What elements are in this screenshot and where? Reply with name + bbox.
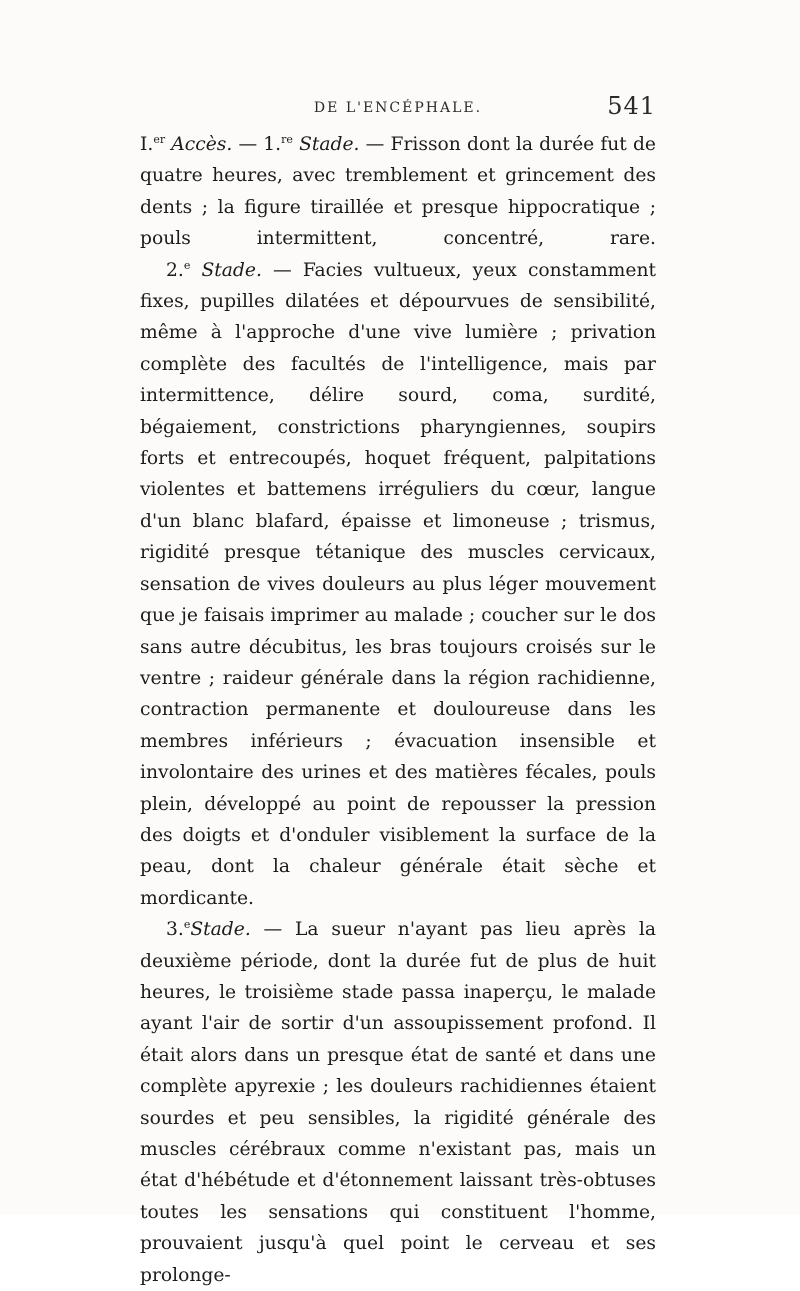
paragraph-number-superscript: e <box>183 918 191 932</box>
paragraph-text: — La sueur n'ayant pas lieu après la deuxième période, dont la durée fut de plus de huit heures, le troisième stade passa inaperçu, le malade ayant l'air de sortir d'un assoupissement profond. Il était alors dans un presque état de santé et dans une complète apyrexie ; les douleurs rachidiennes étaient sourdes et peu sensibles, la rigidité générale des muscles cérébraux comme n'existant pas, mais un état d'hébétude et d'étonnement laissant très-obtuses toutes les sensations qui constituent l'homme, prouvaient jusqu'à quel point le cerveau et ses prolonge- <box>140 919 656 1286</box>
running-head <box>140 92 656 122</box>
paragraph-text: — Facies vultueux, yeux constamment fixes, pupilles dilatées et dépourvues de sensibilité, même à l'approche d'une vive lumière ; privation complète des facultés de l'intelligence, mais par intermittence, délire sourd, coma, surdité, bégaiement, constrictions pharyngiennes, soupirs forts et entrecoupés, hoquet fréquent, palpitations violentes et battemens irréguliers du cœur, langue d'un blanc blafard, épaisse et limoneuse ; trismus, rigidité presque tétanique des muscles cervicaux, sensation de vives douleurs au plus léger mouvement que je faisais imprimer au malade ; coucher sur le dos sans autre décubitus, les bras toujours croisés sur le ventre ; raideur générale dans la région rachidienne, contraction permanente et douloureuse dans les membres inférieurs ; évacuation insensible et involontaire des urines et des matières fécales, pouls plein, développé au point de repousser la pression des doigts et d'onduler visiblement la surface de la peau, dont la chaleur générale était sèche et mordicante. <box>140 259 656 909</box>
paragraph-number: 3. <box>166 919 184 941</box>
page-number: 541 <box>607 92 656 120</box>
paragraph-label: Stade. <box>190 919 251 941</box>
paragraph-number: 2. <box>166 259 184 281</box>
paragraph-label: Stade. <box>201 259 262 281</box>
stage-number-superscript: re <box>281 133 293 146</box>
paragraph-text: — Frisson dont la durée fut de quatre heures, avec tremblement et grincement des dents ; la figure tiraillée et presque hippocratique ; pouls intermittent, concentré, rare. <box>140 134 656 250</box>
paragraph-separator: — <box>232 134 264 155</box>
running-title: DE L'ENCÉPHALE. <box>313 100 483 116</box>
paragraph-stade-2 <box>140 255 656 915</box>
paragraph-number-superscript: er <box>153 133 166 146</box>
paragraph-acces-stade-1 <box>140 129 656 255</box>
body-text <box>140 129 656 1291</box>
stage-number: 1. <box>263 134 282 155</box>
paragraph-number: I. <box>140 134 154 155</box>
paragraph-stade-3 <box>140 914 656 1291</box>
stage-label: Stade. <box>299 134 360 155</box>
paragraph-number-superscript: e <box>183 258 191 272</box>
paragraph-label: Accès. <box>171 134 233 155</box>
